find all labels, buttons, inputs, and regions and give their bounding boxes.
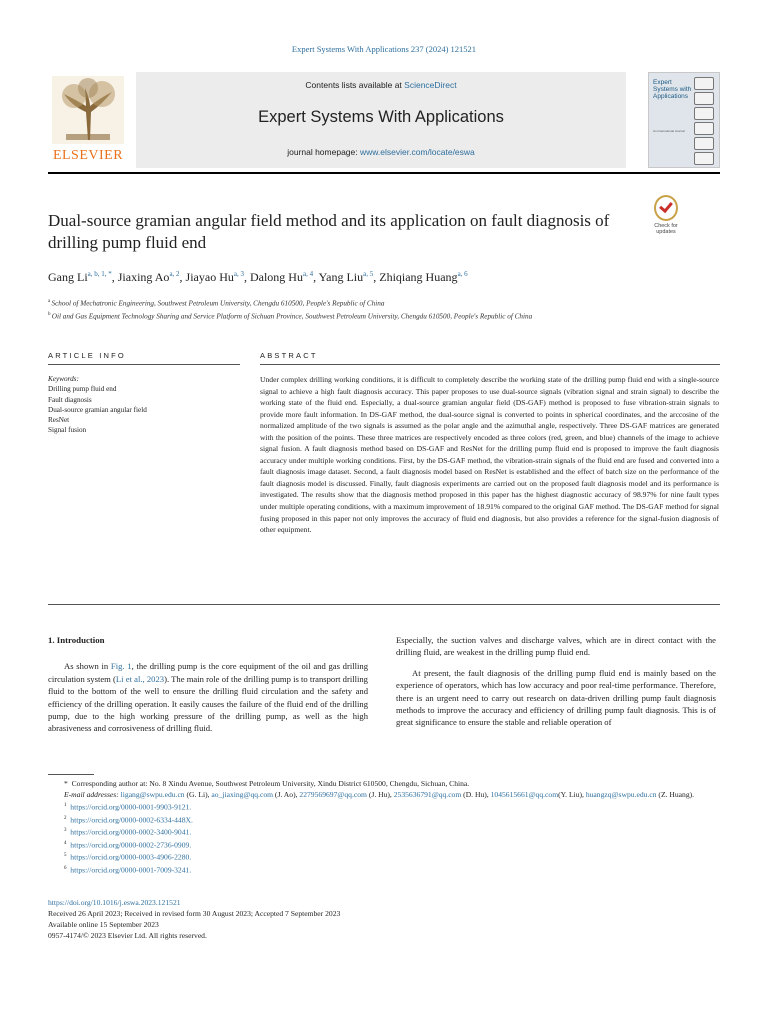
elsevier-tree-icon	[52, 76, 124, 144]
contents-line	[136, 80, 626, 90]
author-affiliation-marks[interactable]: a, 5	[363, 270, 374, 278]
author-name[interactable]: Zhiqiang Huang	[379, 270, 458, 284]
text-run: As shown in	[64, 661, 111, 672]
contents-prefix: Contents lists available at	[305, 80, 405, 90]
orcid-footnote	[48, 813, 720, 826]
cover-icon	[694, 152, 714, 165]
cover-icon-column	[694, 77, 716, 167]
email-label: E-mail addresses:	[64, 790, 121, 799]
keyword: Dual-source gramian angular field	[48, 405, 147, 414]
orcid-link[interactable]: https://orcid.org/0000-0003-4906-2280.	[70, 852, 192, 862]
affiliation-text: Oil and Gas Equipment Technology Sharing and Service Platform of Sichuan Province, Southwest Petroleum University, Chengdu 610500, People's Republic of China	[51, 312, 533, 321]
body-column-right	[396, 634, 716, 735]
journal-homepage-link[interactable]: www.elsevier.com/locate/eswa	[359, 147, 475, 157]
check-for-updates-button[interactable]	[646, 195, 686, 235]
journal-title: Expert Systems With Applications	[258, 108, 504, 126]
masthead-rule	[48, 172, 720, 174]
asterisk-mark: *	[64, 779, 72, 788]
affiliation-mark: b	[48, 312, 52, 318]
introduction-heading: 1. Introduction	[48, 635, 105, 645]
keyword: Signal fusion	[48, 426, 87, 435]
orcid-footnote-number: 5	[64, 853, 67, 859]
copyright-line: 0957-4174/© 2023 Elsevier Ltd. All rights reserved.	[48, 931, 207, 941]
article-title: Dual-source gramian angular field method and its application on fault diagnosis of drilling pump fluid end	[48, 211, 610, 252]
cover-title: Expert Systems with Applications	[653, 79, 692, 100]
email-link[interactable]: 2279569697@qq.com	[299, 790, 367, 799]
email-owner: (G. Li),	[184, 790, 212, 799]
journal-masthead	[48, 70, 720, 172]
author-list: Gang $Li^{a, b, 1, *}$, Jiaxing Ao$^{a, 2}$, Jiayao Hu$^{a, 3}$, Dalong Hu$^{a, 4}$, Yang Liu$^{a, 5}$, Zhiqiang Huang$^{a, 6}$	[48, 270, 468, 284]
figure-1-link[interactable]: Fig. 1	[110, 661, 132, 672]
check-updates-icon	[654, 195, 678, 221]
orcid-link[interactable]: https://orcid.org/0000-0002-2736-0909.	[70, 840, 192, 850]
footnotes	[48, 778, 720, 875]
orcid-link[interactable]: https://orcid.org/0000-0002-3400-9041.	[70, 827, 192, 837]
journal-cover-image[interactable]	[648, 72, 720, 168]
citation-link[interactable]: Li et al., 2023	[115, 673, 165, 684]
email-link[interactable]: huangzq@swpu.edu.cn	[585, 790, 657, 799]
affiliation	[48, 296, 720, 309]
keywords-block	[48, 374, 238, 436]
email-link[interactable]: ligang@swpu.edu.cn	[120, 790, 185, 799]
cover-icon	[694, 137, 714, 150]
affiliation	[48, 309, 720, 322]
orcid-footnote-number: 6	[64, 865, 67, 871]
author-affiliation-marks[interactable]: a, 4	[302, 270, 314, 278]
homepage-prefix: journal homepage:	[287, 147, 360, 157]
doi-link[interactable]: https://doi.org/10.1016/j.eswa.2023.121521	[48, 898, 181, 907]
cover-icon	[694, 122, 714, 135]
keyword: ResNet	[48, 416, 70, 425]
email-owner: (J. Hu),	[366, 790, 394, 799]
abstract-heading: ABSTRACT	[260, 351, 318, 360]
abstract-text: Under complex drilling working conditions, it is difficult to completely describe the working state of the drilling pump fluid end with a single-source signal to achieve a high fault diagnosis accuracy. This paper proposes to use dual-source signals (vibration signal and strain signal) to describe the working state of the fluid end. Especially, a dual-source gramian angular field (DS-GAF) method is proposed to fuse vibration-strain signals to provide more fault information. In DS-GAF method, the dual-source signal is converted to points in spherical coordinates, and the arccosine of the normalized amplitude of the two signals is assumed as the polar angle and the azimuthal angle, respectively. Three DS-GAF matrices are generated with the position of the points. These three matrices are respectively encoded as three colors (red, green, and blue) channels of the image to achieve signal fusion. A fault diagnosis method based on DS-GAF and ResNet for the drilling pump fluid end is proposed to improve the fault diagnosis accuracy under multiple working conditions. First, by the DS-GAF method, the vibration-strain signals of the fluid end are fused and converted into a fault diagnosis image dataset. Second, a fault diagnosis model based on ResNet is established and the effect of batch size on the performance of the fault diagnosis model is discussed. Finally, fault diagnosis experiments are carried out on the proposed fault diagnosis model and its performance is investigated. The results show that the diagnosis method proposed in this paper has the highest diagnostic accuracy of 98.97% for nine fault types under multiple operating conditions, with a maximum improvement of 18.91% compared to the original GAF method. The DS-GAF method for signal fusing proposed in this paper not only improves the accuracy of fluid end diagnosis, but also provides a reference for the signal-fusion diagnosis of other equipment.	[260, 375, 719, 535]
corresponding-author-note	[48, 778, 720, 789]
orcid-footnote	[48, 800, 720, 813]
email-link[interactable]: 1045615661@qq.com	[490, 790, 559, 799]
available-online-date: Available online 15 September 2023	[48, 920, 159, 930]
keywords-label: Keywords:	[48, 375, 79, 383]
orcid-footnote	[48, 825, 720, 838]
check-updates-label: Check for updates	[654, 223, 678, 235]
author-name[interactable]: Jiaxing Ao	[117, 270, 170, 284]
journal-citation[interactable]: Expert Systems With Applications 237 (2024) 121521	[291, 44, 477, 54]
introduction-paragraph	[48, 660, 368, 734]
footnote-rule	[48, 774, 94, 775]
journal-banner	[136, 72, 626, 168]
publication-info	[48, 897, 720, 941]
text-run: ). The main role of the drilling pump is to transport drilling fluid to the bottom of the well to ensure the drilling fluid circulation and the safety and efficiency of the drilling operation. It easily causes the failure of the fluid end of the drilling pump, due to the high working pressure of the drilling pump, as well as the high abrasiveness and corrosiveness of drilling fluid.	[48, 673, 368, 734]
sciencedirect-link[interactable]: ScienceDirect	[404, 80, 457, 90]
keyword: Drilling pump fluid end	[48, 385, 117, 394]
orcid-footnote	[48, 838, 720, 851]
introduction-paragraph: Especially, the suction valves and discharge valves, which are in direct contact with the drilling fluid, are weakest in the drilling pump fluid end.	[396, 635, 716, 658]
body-column-left	[48, 634, 368, 741]
elsevier-wordmark: ELSEVIER	[52, 148, 124, 163]
orcid-link[interactable]: https://orcid.org/0000-0001-9903-9121.	[70, 802, 192, 812]
email-link[interactable]: ao_jiaxing@qq.com	[211, 790, 274, 799]
orcid-footnote-number: 4	[64, 840, 67, 846]
corresponding-author-text: Corresponding author at: No. 8 Xindu Avenue, Southwest Petroleum University, Xindu District 610500, Chengdu, Sichuan, China.	[71, 779, 470, 788]
author-name[interactable]: Dalong Hu	[249, 270, 303, 284]
introduction-paragraph: At present, the fault diagnosis of the drilling pump fluid end is mainly based on the experience of operators, which has low accuracy and poor real-time performance. Therefore, there is an urgent need to carry out research on data-driven drilling pump fault diagnosis methods to improve the accuracy and efficiency of drilling pump fault diagnosis. This is of great significance to ensure the stable and reliable operation of	[396, 667, 716, 728]
email-addresses	[48, 789, 720, 800]
affiliation-mark: a	[48, 299, 52, 304]
affiliations	[48, 296, 720, 323]
author-affiliation-marks[interactable]: a, 3	[233, 270, 244, 278]
author-name[interactable]: Gang Li	[48, 270, 88, 284]
abstract-bottom-rule	[48, 604, 720, 605]
email-owner: (J. Ao),	[273, 790, 300, 799]
email-link[interactable]: 2535636791@qq.com	[393, 790, 462, 799]
email-owner: (Y. Liu),	[558, 790, 586, 799]
orcid-footnote	[48, 863, 720, 876]
email-owner: (Z. Huang).	[656, 790, 695, 799]
abstract-rule	[260, 364, 720, 365]
orcid-footnote-number: 2	[64, 815, 67, 821]
received-dates: Received 26 April 2023; Received in revised form 30 August 2023; Accepted 7 September 2023	[48, 909, 341, 919]
article-info-heading: ARTICLE INFO	[48, 351, 126, 360]
author-affiliation-marks[interactable]: a, b, 1, *	[87, 270, 112, 278]
orcid-footnote-number: 3	[64, 828, 67, 834]
author-affiliation-marks[interactable]: a, 6	[457, 270, 468, 278]
cover-subtitle: An International Journal	[653, 129, 685, 133]
orcid-footnote-number: 1	[64, 803, 67, 808]
article-info-rule	[48, 364, 240, 365]
affiliation-text: School of Mechatronic Engineering, Southwest Petroleum University, Chengdu 610500, People's Republic of China	[51, 299, 385, 308]
keyword: Fault diagnosis	[48, 395, 92, 404]
author-name[interactable]: Yang Liu	[318, 270, 364, 284]
cover-icon	[694, 77, 714, 90]
elsevier-logo[interactable]	[48, 76, 128, 168]
author-name[interactable]: Jiayao Hu	[185, 270, 234, 284]
orcid-link[interactable]: https://orcid.org/0000-0001-7009-3241.	[70, 865, 192, 875]
text-run: , the drilling pump is the core equipment of the oil and gas drilling circulation system (	[48, 661, 368, 684]
cover-icon	[694, 107, 714, 120]
orcid-footnote	[48, 850, 720, 863]
orcid-link[interactable]: https://orcid.org/0000-0002-6334-448X.	[70, 815, 193, 825]
email-owner: (D. Hu),	[461, 790, 491, 799]
homepage-line	[136, 147, 626, 157]
cover-icon	[694, 92, 714, 105]
orcid-list	[48, 800, 720, 875]
author-affiliation-marks[interactable]: a, 2	[169, 270, 180, 278]
